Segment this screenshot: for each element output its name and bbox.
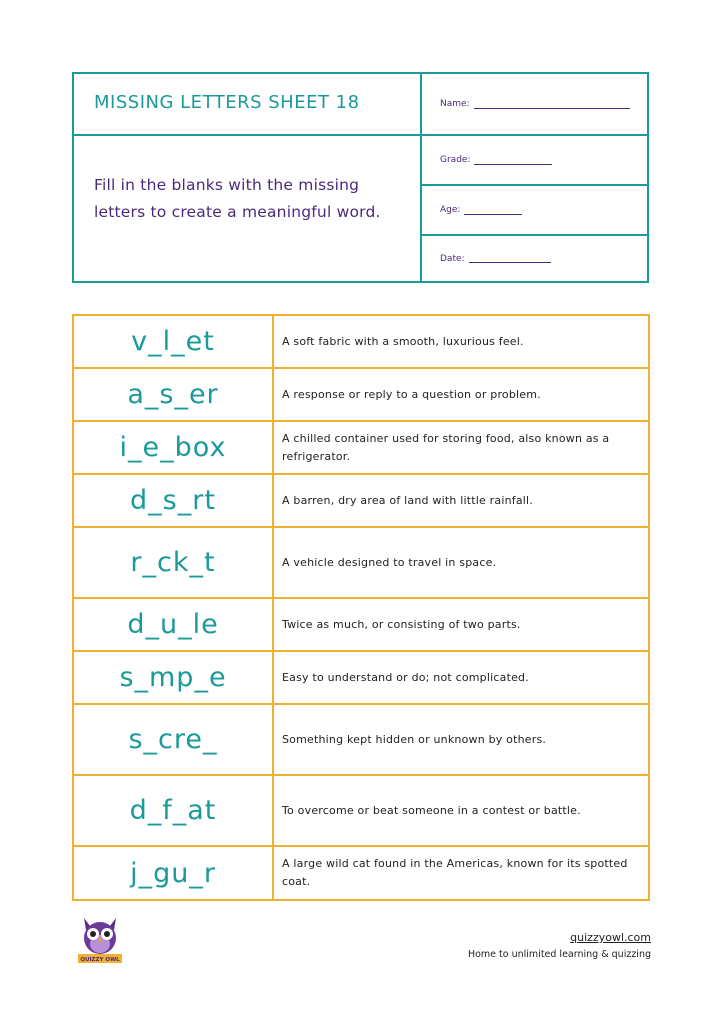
missing-word: a_s_er	[74, 369, 274, 420]
table-row	[74, 776, 648, 847]
missing-word: s_cre_	[74, 705, 274, 774]
header-fields	[422, 74, 647, 281]
name-label: Name:	[440, 99, 470, 109]
age-field[interactable]	[422, 186, 647, 236]
missing-word: j_gu_r	[74, 847, 274, 899]
table-row	[74, 847, 648, 899]
name-line[interactable]	[474, 100, 630, 109]
missing-word: d_f_at	[74, 776, 274, 845]
grade-field[interactable]	[422, 136, 647, 186]
table-row	[74, 705, 648, 776]
age-label: Age:	[440, 205, 461, 215]
sheet-title: MISSING LETTERS SHEET 18	[74, 74, 420, 136]
table-row	[74, 652, 648, 705]
date-field[interactable]	[422, 236, 647, 281]
word-definition: A large wild cat found in the Americas, known for its spotted coat.	[282, 857, 628, 888]
grade-line[interactable]	[474, 156, 552, 165]
word-definition: A response or reply to a question or problem.	[282, 387, 541, 401]
header-left	[74, 74, 422, 281]
age-line[interactable]	[464, 206, 522, 215]
word-definition: A vehicle designed to travel in space.	[282, 555, 497, 569]
quizzy-owl-logo-icon	[76, 912, 124, 964]
missing-word: d_u_le	[74, 599, 274, 650]
word-definition: A soft fabric with a smooth, luxurious feel.	[282, 334, 524, 348]
table-row	[74, 475, 648, 528]
word-definition: A barren, dry area of land with little rainfall.	[282, 493, 533, 507]
table-row	[74, 422, 648, 475]
table-row	[74, 369, 648, 422]
header-box	[72, 72, 649, 283]
word-definition: Twice as much, or consisting of two parts.	[282, 617, 521, 631]
table-row	[74, 528, 648, 599]
tagline: Home to unlimited learning & quizzing	[467, 949, 651, 960]
word-definition: To overcome or beat someone in a contest or battle.	[282, 803, 581, 817]
instructions: Fill in the blanks with the missing letters to create a meaningful word.	[94, 176, 381, 221]
table-row	[74, 599, 648, 652]
missing-word: r_ck_t	[74, 528, 274, 597]
word-definition: A chilled container used for storing food, also known as a refrigerator.	[282, 431, 610, 463]
site-link[interactable]: quizzyowl.com	[570, 931, 651, 944]
word-definition: Something kept hidden or unknown by others.	[282, 732, 547, 746]
missing-word: i_e_box	[74, 422, 274, 473]
date-line[interactable]	[469, 254, 551, 263]
word-table	[72, 314, 650, 901]
missing-word: d_s_rt	[74, 475, 274, 526]
missing-word: v_l_et	[74, 316, 274, 367]
word-definition: Easy to understand or do; not complicated.	[282, 670, 529, 684]
date-label: Date:	[440, 253, 465, 264]
logo-text: QUIZZY OWL	[80, 957, 120, 963]
table-row	[74, 316, 648, 369]
name-field[interactable]	[422, 74, 647, 136]
missing-word: s_mp_e	[74, 652, 274, 703]
grade-label: Grade:	[440, 155, 471, 165]
